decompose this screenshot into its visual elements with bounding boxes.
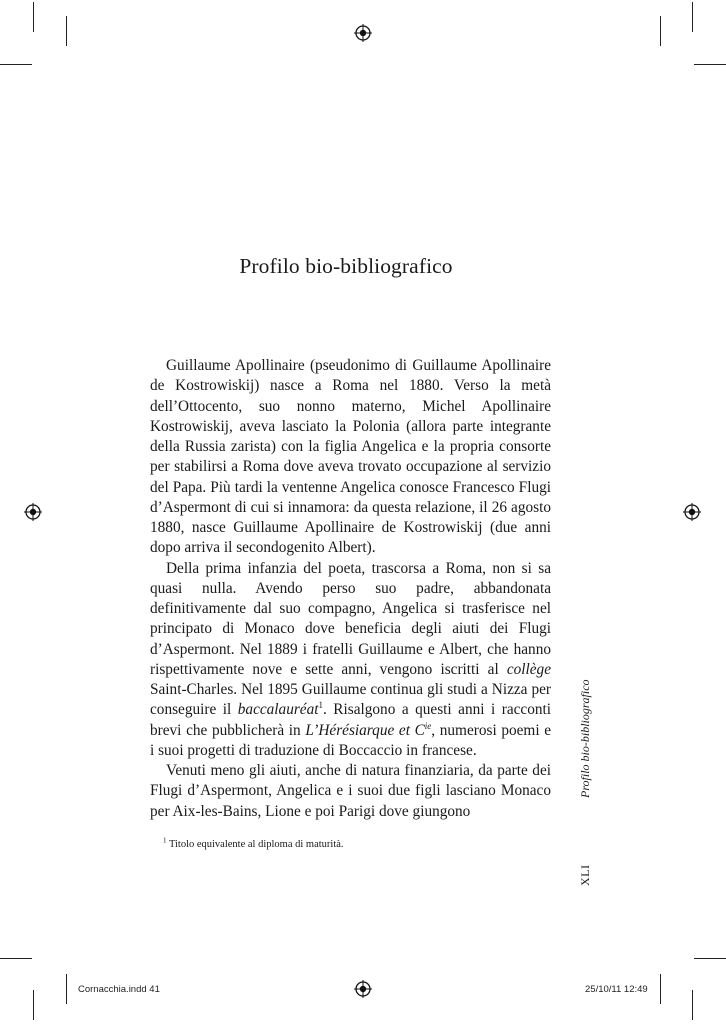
crop-mark	[660, 16, 661, 46]
page-title: Profilo bio-bibliografico	[239, 254, 453, 278]
text-run: Saint-Charles. Nel 1895 Guillaume continua gli studi a Nizza per conseguire il	[150, 681, 551, 719]
text-run: Guillaume Apollinaire (pseudonimo di Guillaume Apollinaire de Kostrowiskij) nasce a Roma nel 1880. Verso la metà dell’Ottocento, suo nonno materno, Michel Apollinaire Kostrowiskij, aveva lasciato la Polonia (allora parte integrante della Russia zarista) con la figlia Angelica e la propria consorte per stabilirsi a Roma dove aveva trovato occupazione al servizio del Papa. Più tardi la ventenne Angelica conosce Francesco Flugi d’Aspermont di cui si innamora: da questa relazione, il 26 agosto 1880, nasce Guillaume Apollinaire de Kostrowiskij (due anni dopo arriva il secondogenito Albert).	[150, 357, 551, 557]
italic-text: L’Hérésiarque et C	[305, 721, 425, 739]
italic-text: collège	[506, 660, 551, 678]
crop-mark	[33, 2, 34, 32]
superscript: ie	[424, 720, 432, 731]
text-run: . Risalgono a questi anni i racconti brevi che pubblicherà in	[150, 701, 551, 739]
crop-mark	[66, 16, 67, 46]
crop-mark	[660, 974, 661, 1004]
crop-mark	[694, 958, 726, 959]
superscript: 1	[318, 700, 323, 711]
italic-text: baccalauréat	[237, 701, 319, 719]
slug-date: 25/10/11 12:49	[585, 984, 648, 995]
page-number: XLI	[578, 864, 592, 886]
registration-target-icon	[24, 503, 42, 521]
text-run: , numerosi poemi e i suoi progetti di traduzione di Boccaccio in francese.	[150, 721, 551, 759]
crop-mark	[0, 64, 32, 65]
paragraph	[150, 761, 551, 822]
text-run: Della prima infanzia del poeta, trascorsa a Roma, non si sa quasi nulla. Avendo perso suo padre, abbandonata definitivamente dal suo compagno, Angelica si trasferisce nel principato di Monaco dove beneficia degli aiuti dei Flugi d’Aspermont. Nel 1889 i fratelli Guillaume e Albert, che hanno rispettivamente nove e sette anni, vengono iscritti al	[150, 559, 551, 678]
body-text	[150, 356, 551, 822]
registration-target-icon	[354, 24, 372, 42]
crop-mark	[692, 2, 693, 32]
crop-mark	[694, 64, 726, 65]
text-run: Venuti meno gli aiuti, anche di natura finanziaria, da parte dei Flugi d’Aspermont, Angelica e i suoi due figli lasciano Monaco per Aix-les-Bains, Lione e poi Parigi dove giungono	[150, 762, 551, 820]
footnote-text: Titolo equivalente al diploma di maturità.	[168, 839, 344, 850]
crop-mark	[692, 990, 693, 1020]
crop-mark	[66, 974, 67, 1004]
slug-filename: Cornacchia.indd 41	[78, 984, 160, 995]
crop-mark	[33, 990, 34, 1020]
paragraph	[150, 356, 551, 559]
running-head: Profilo bio-bibliografico	[578, 679, 592, 798]
registration-target-icon	[683, 503, 701, 521]
crop-mark	[0, 958, 32, 959]
footnote	[163, 838, 543, 852]
registration-target-icon	[354, 980, 372, 998]
footnote-marker: 1	[163, 836, 167, 845]
paragraph	[150, 559, 551, 762]
